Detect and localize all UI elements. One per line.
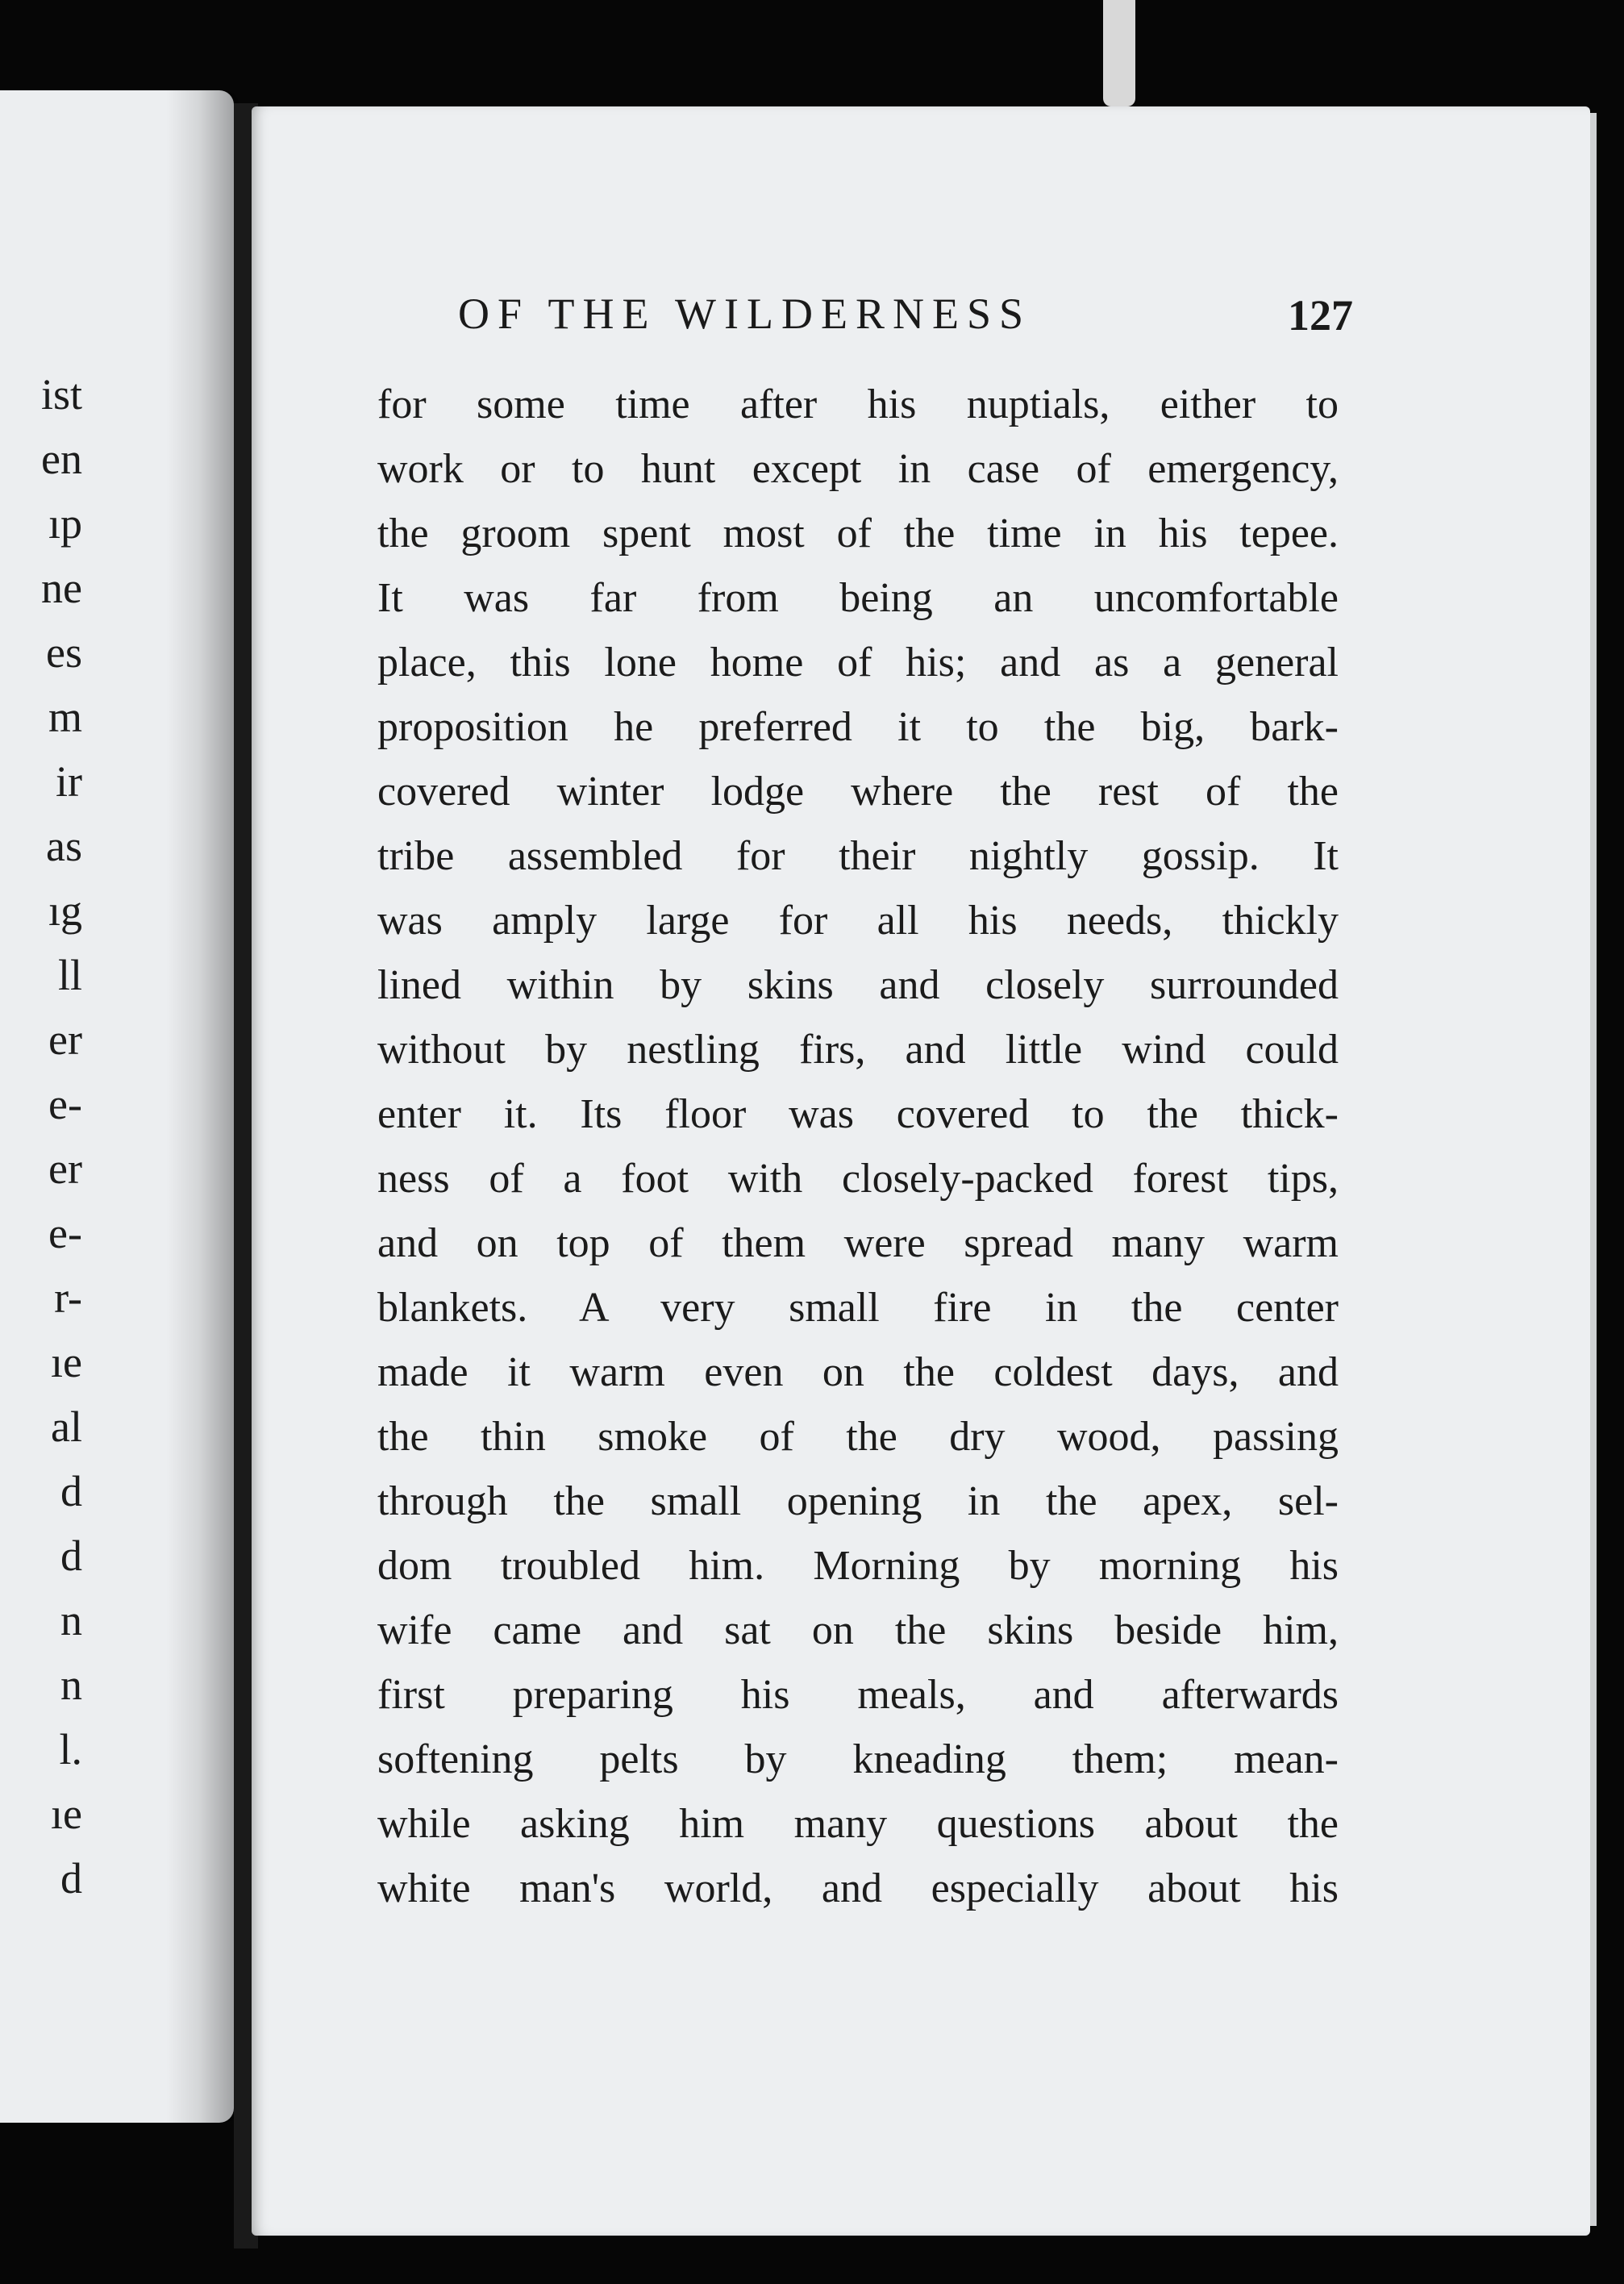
left-fragment: m (48, 693, 82, 741)
left-fragment: er (48, 1144, 82, 1193)
left-fragment: ıe (51, 1338, 82, 1386)
left-fragment: ir (56, 757, 82, 806)
left-fragment: ne (41, 564, 82, 612)
left-fragment: d (60, 1467, 82, 1515)
text-line: blankets. A very small fire in the center (377, 1285, 1339, 1331)
text-line: It was far from being an uncomfortable (377, 575, 1339, 621)
left-fragment: es (46, 628, 82, 677)
text-line: covered winter lodge where the rest of the (377, 769, 1339, 815)
left-page-shadow (166, 90, 239, 2123)
text-line: the groom spent most of the time in his tepee. (377, 511, 1339, 556)
text-line: proposition he preferred it to the big, bark- (377, 704, 1339, 750)
page-edge (1590, 113, 1597, 2226)
text-line: for some time after his nuptials, either to (377, 381, 1339, 427)
left-fragment: ist (40, 370, 82, 419)
text-line: enter it. Its floor was covered to the thick- (377, 1091, 1339, 1137)
text-line: through the small opening in the apex, sel- (377, 1478, 1339, 1524)
text-line: place, this lone home of his; and as a general (377, 640, 1339, 686)
left-fragment: n (60, 1596, 82, 1644)
text-line: softening pelts by kneading them; mean- (377, 1736, 1339, 1782)
paper-scrap (1103, 0, 1135, 106)
left-fragment: d (60, 1854, 82, 1903)
left-fragment: l. (59, 1725, 82, 1773)
text-line: made it warm even on the coldest days, and (377, 1349, 1339, 1395)
text-line: lined within by skins and closely surrounded (377, 962, 1339, 1008)
left-fragment: r- (54, 1273, 82, 1322)
left-fragment: n (60, 1661, 82, 1709)
left-fragment: ıg (48, 886, 82, 935)
left-fragment: en (41, 435, 82, 483)
text-line: the thin smoke of the dry wood, passing (377, 1414, 1339, 1460)
left-fragment: ıp (48, 499, 82, 548)
left-fragment: as (46, 822, 82, 870)
left-fragment: al (51, 1402, 82, 1451)
left-fragment: d (60, 1532, 82, 1580)
text-line: was amply large for all his needs, thickly (377, 898, 1339, 944)
text-line: work or to hunt except in case of emergency, (377, 446, 1339, 492)
body-text (377, 373, 1339, 1921)
text-line: dom troubled him. Morning by morning his (377, 1543, 1339, 1589)
left-fragment: er (48, 1015, 82, 1064)
left-fragment: e- (48, 1080, 82, 1128)
text-line: while asking him many questions about the (377, 1801, 1339, 1847)
text-line: white man's world, and especially about his (377, 1865, 1339, 1911)
page-number: 127 (1288, 291, 1353, 340)
left-page-text (0, 368, 89, 1916)
text-line: ness of a foot with closely-packed forest tips, (377, 1156, 1339, 1202)
text-line: first preparing his meals, and afterwards (377, 1672, 1339, 1718)
text-line: without by nestling firs, and little wind could (377, 1027, 1339, 1073)
left-fragment: ıe (51, 1790, 82, 1838)
text-line: and on top of them were spread many warm (377, 1220, 1339, 1266)
left-fragment: ll (57, 951, 82, 999)
text-line: wife came and sat on the skins beside him, (377, 1607, 1339, 1653)
text-line: tribe assembled for their nightly gossip. It (377, 833, 1339, 879)
left-fragment: e- (48, 1209, 82, 1257)
running-head: OF THE WILDERNESS (458, 290, 1032, 338)
page-header (458, 289, 1353, 345)
